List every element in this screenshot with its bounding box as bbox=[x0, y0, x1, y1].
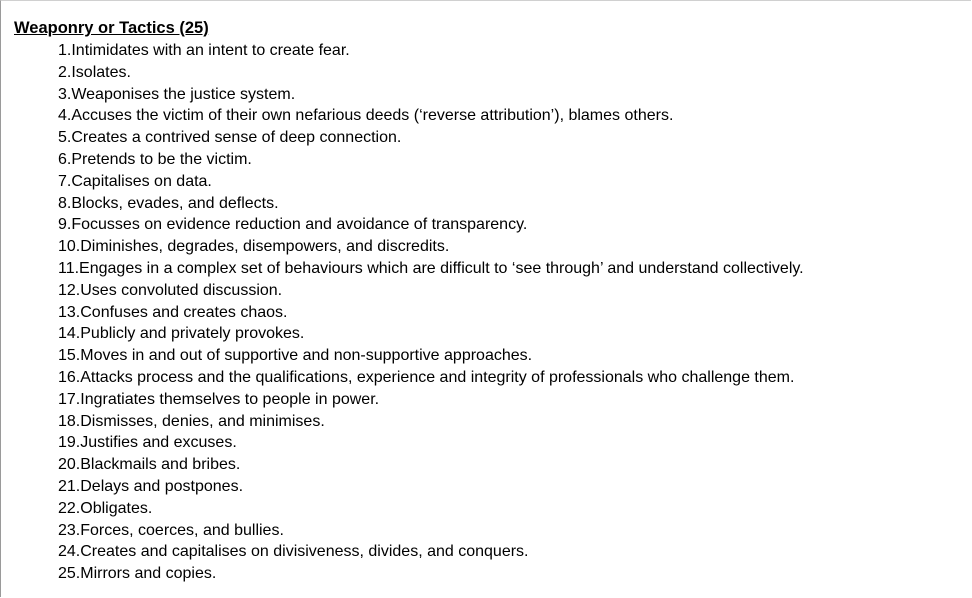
list-item: 19.Justifies and excuses. bbox=[58, 434, 237, 452]
list-item: 10.Diminishes, degrades, disempowers, and discredits. bbox=[58, 238, 450, 256]
list-item: 20.Blackmails and bribes. bbox=[58, 456, 241, 474]
list-item: 14.Publicly and privately provokes. bbox=[58, 325, 305, 343]
list-item: 16.Attacks process and the qualifications, experience and integrity of professionals who challenge them. bbox=[58, 368, 795, 386]
tactics-list bbox=[58, 40, 804, 585]
list-item: 23.Forces, coerces, and bullies. bbox=[58, 521, 284, 539]
list-item: 4.Accuses the victim of their own nefarious deeds (‘reverse attribution’), blames others. bbox=[58, 107, 674, 125]
list-item: 1.Intimidates with an intent to create fear. bbox=[58, 42, 350, 59]
list-item: 3.Weaponises the justice system. bbox=[58, 85, 296, 103]
list-item: 7.Capitalises on data. bbox=[58, 172, 212, 190]
list-item: 2.Isolates. bbox=[58, 63, 131, 81]
list-item: 17.Ingratiates themselves to people in power. bbox=[58, 390, 380, 408]
list-item: 13.Confuses and creates chaos. bbox=[58, 303, 288, 321]
list-item: 21.Delays and postpones. bbox=[58, 477, 244, 495]
list-item: 5.Creates a contrived sense of deep connection. bbox=[58, 129, 402, 147]
list-item: 22.Obligates. bbox=[58, 499, 153, 517]
section-heading: Weaponry or Tactics (25) bbox=[14, 19, 209, 37]
list-item: 11.Engages in a complex set of behaviours which are difficult to ‘see through’ and understand collectively. bbox=[58, 259, 804, 277]
list-item: 25.Mirrors and copies. bbox=[58, 565, 217, 583]
list-item: 24.Creates and capitalises on divisiveness, divides, and conquers. bbox=[58, 543, 529, 561]
list-item: 9.Focusses on evidence reduction and avoidance of transparency. bbox=[58, 216, 528, 234]
list-item: 8.Blocks, evades, and deflects. bbox=[58, 194, 279, 212]
list-item: 6.Pretends to be the victim. bbox=[58, 150, 252, 168]
list-item: 18.Dismisses, denies, and minimises. bbox=[58, 412, 325, 430]
list-item: 15.Moves in and out of supportive and non-supportive approaches. bbox=[58, 347, 533, 365]
list-item: 12.Uses convoluted discussion. bbox=[58, 281, 283, 299]
